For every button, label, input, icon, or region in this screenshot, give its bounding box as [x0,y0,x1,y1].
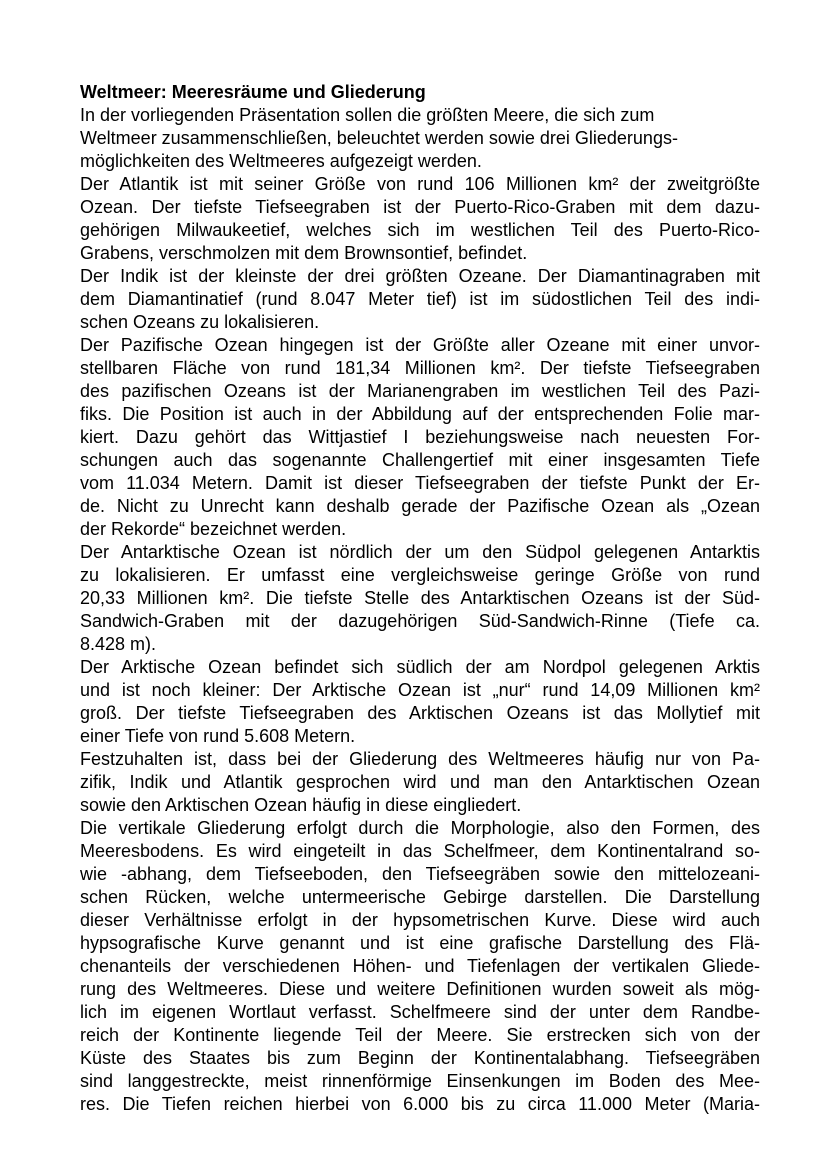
text-line: des pazifischen Ozeans ist der Marianengraben im westlichen Teil des Pazi- [80,381,760,401]
text-line: einer Tiefe von rund 5.608 Metern. [80,726,356,746]
text-line: de. Nicht zu Unrecht kann deshalb gerade der Pazifische Ozean als „Ozean [80,496,760,516]
text-line: vom 11.034 Metern. Damit ist dieser Tiefseegraben der tiefste Punkt der Er- [80,473,760,493]
text-line: 20,33 Millionen km². Die tiefste Stelle des Antarktischen Ozeans ist der Süd- [80,588,760,608]
text-line: Sandwich-Graben mit der dazugehörigen Süd-Sandwich-Rinne (Tiefe ca. [80,611,760,631]
text-line: zu lokalisieren. Er umfasst eine vergleichsweise geringe Größe von rund [80,565,760,585]
text-line: chenanteils der verschiedenen Höhen- und Tiefenlagen der vertikalen Gliede- [80,956,760,976]
text-line: rung des Weltmeeres. Diese und weitere Definitionen wurden soweit als mög- [80,979,760,999]
text-line: In der vorliegenden Präsentation sollen die größten Meere, die sich zum [80,105,655,125]
text-line: Grabens, verschmolzen mit dem Brownsontief, befindet. [80,243,528,263]
text-line: Küste des Staates bis zum Beginn der Kontinentalabhang. Tiefseegräben [80,1048,760,1068]
text-line: 8.428 m). [80,634,157,654]
text-line: Die vertikale Gliederung erfolgt durch die Morphologie, also den Formen, des [80,818,760,838]
text-line: lich im eigenen Wortlaut verfasst. Schelfmeere sind der unter dem Randbe- [80,1002,760,1022]
text-line: zifik, Indik und Atlantik gesprochen wird und man den Antarktischen Ozean [80,772,760,792]
text-line: Der Atlantik ist mit seiner Größe von rund 106 Millionen km² der zweitgrößte [80,174,760,194]
text-line: Der Indik ist der kleinste der drei größten Ozeane. Der Diamantinagraben mit [80,266,760,286]
text-line: Festzuhalten ist, dass bei der Gliederung des Weltmeeres häufig nur von Pa- [80,749,760,769]
text-line: Weltmeer zusammenschließen, beleuchtet werden sowie drei Gliederungs- [80,128,678,148]
text-line: Der Arktische Ozean befindet sich südlich der am Nordpol gelegenen Arktis [80,657,760,677]
text-line: wie -abhang, dem Tiefseeboden, den Tiefseegräben sowie den mittelozeani- [80,864,760,884]
text-line: und ist noch kleiner: Der Arktische Ozean ist „nur“ rund 14,09 Millionen km² [80,680,760,700]
text-line: Der Pazifische Ozean hingegen ist der Größte aller Ozeane mit einer unvor- [80,335,760,355]
text-line: res. Die Tiefen reichen hierbei von 6.000 bis zu circa 11.000 Meter (Maria- [80,1094,760,1114]
text-line: hypsografische Kurve genannt und ist eine grafische Darstellung des Flä- [80,933,760,953]
text-line: groß. Der tiefste Tiefseegraben des Arktischen Ozeans ist das Mollytief mit [80,703,760,723]
document-title: Weltmeer: Meeresräume und Gliederung [80,82,426,102]
text-line: möglichkeiten des Weltmeeres aufgezeigt werden. [80,151,482,171]
body-text [80,104,760,1116]
text-line: reich der Kontinente liegende Teil der Meere. Sie erstrecken sich von der [80,1025,760,1045]
text-line: dieser Verhältnisse erfolgt in der hypsometrischen Kurve. Diese wird auch [80,910,760,930]
text-line: Der Antarktische Ozean ist nördlich der um den Südpol gelegenen Antarktis [80,542,760,562]
text-line: fiks. Die Position ist auch in der Abbildung auf der entsprechenden Folie mar- [80,404,760,424]
text-line: stellbaren Fläche von rund 181,34 Millionen km². Der tiefste Tiefseegraben [80,358,760,378]
text-line: gehörigen Milwaukeetief, welches sich im westlichen Teil des Puerto-Rico- [80,220,760,240]
text-line: schungen auch das sogenannte Challengertief mit einer insgesamten Tiefe [80,450,760,470]
text-line: schen Ozeans zu lokalisieren. [80,312,320,332]
text-line: kiert. Dazu gehört das Wittjastief I beziehungsweise nach neuesten For- [80,427,760,447]
text-line: schen Rücken, welche untermeerische Gebirge darstellen. Die Darstellung [80,887,760,907]
text-line: sowie den Arktischen Ozean häufig in diese eingliedert. [80,795,522,815]
document-body [80,81,760,1116]
text-line: der Rekorde“ bezeichnet werden. [80,519,347,539]
text-line: dem Diamantinatief (rund 8.047 Meter tief) ist im südostlichen Teil des indi- [80,289,760,309]
text-line: Meeresbodens. Es wird eingeteilt in das Schelfmeer, dem Kontinentalrand so- [80,841,760,861]
text-line: sind langgestreckte, meist rinnenförmige Einsenkungen im Boden des Mee- [80,1071,760,1091]
text-line: Ozean. Der tiefste Tiefseegraben ist der Puerto-Rico-Graben mit dem dazu- [80,197,760,217]
